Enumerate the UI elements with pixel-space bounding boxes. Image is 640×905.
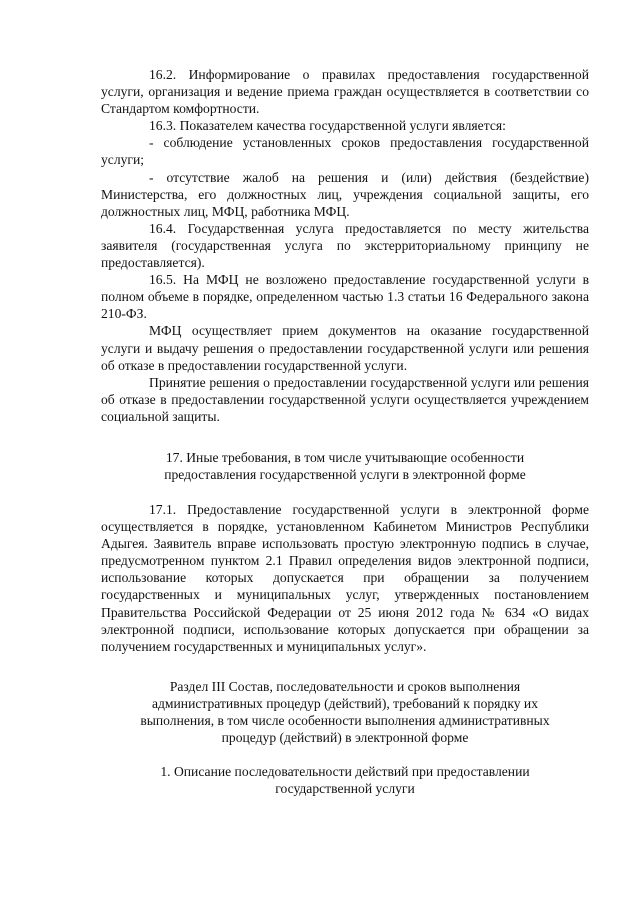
paragraph-16-5: 16.5. На МФЦ не возложено предоставление государственной услуги в полном объеме в порядке, определенном частью 1.3 статьи 16 Федерального закона 210-ФЗ.: [101, 272, 589, 322]
paragraph-17-1: 17.1. Предоставление государственной услуги в электронной форме осуществляется в порядке, установленном Кабинетом Министров Республики Адыгея. Заявитель вправе использовать простую электронную подпись в случае, предусмотренном пунктом 2.1 Правил определения видов электронной подписи, использование которых допускается при обращении за получением государственных и муниципальных услуг, утвержденных постановлением Правительства Российской Федерации от 25 июня 2012 года № 634 «О видах электронной подписи, использование которых допускается при обращении за получением государственных и муниципальных услуг».: [101, 502, 589, 654]
paragraph-16-3: 16.3. Показателем качества государственной услуги является:: [149, 118, 506, 134]
subsection-1-heading-line-1: 1. Описание последовательности действий при предоставлении: [160, 764, 530, 779]
paragraph-16-2: 16.2. Информирование о правилах предоставления государственной услуги, организация и ведение приема граждан осуществляется в соответствии со Стандартом комфортности.: [101, 67, 589, 117]
subsection-1-heading-line-2: государственной услуги: [275, 781, 415, 797]
section-3-heading-line-3: выполнения, в том числе особенности выполнения административных: [140, 713, 550, 729]
section-3-heading-line-2: административных процедур (действий), требований к порядку их: [151, 696, 539, 712]
section-17-body: [101, 501, 589, 655]
paragraph-decision: Принятие решения о предоставлении государственной услуги или решения об отказе в предоставлении государственной услуги осуществляется учреждением социальной защиты.: [101, 374, 589, 424]
section-3-heading: [101, 678, 589, 746]
subsection-1-heading: [101, 763, 589, 797]
section-3-heading-line-4: процедур (действий) в электронной форме: [221, 730, 469, 746]
section-17-heading-line-2: предоставления государственной услуги в электронной форме: [164, 467, 526, 483]
section-16-body: [101, 66, 589, 425]
paragraph-16-4: 16.4. Государственная услуга предоставляется по месту жительства заявителя (государственная услуга по экстерриториальному принципу не предоставляется).: [101, 220, 589, 271]
section-17-heading-line-1: 17. Иные требования, в том числе учитывающие особенности: [165, 450, 525, 465]
section-17-heading: [101, 449, 589, 483]
list-item-deadlines: - соблюдение установленных сроков предоставления государственной услуги;: [101, 135, 589, 168]
list-item-complaints: - отсутствие жалоб на решения и (или) действия (бездействие) Министерства, его должностных лиц, учреждения социальной защиты, его должностных лиц, МФЦ, работника МФЦ.: [101, 169, 589, 219]
section-3-heading-line-1: Раздел III Состав, последовательности и сроков выполнения: [169, 679, 521, 694]
paragraph-mfc-intake: МФЦ осуществляет прием документов на оказание государственной услуги и выдачу решения о предоставлении государственной услуги или решения об отказе в предоставлении государственной услуги.: [101, 323, 589, 373]
